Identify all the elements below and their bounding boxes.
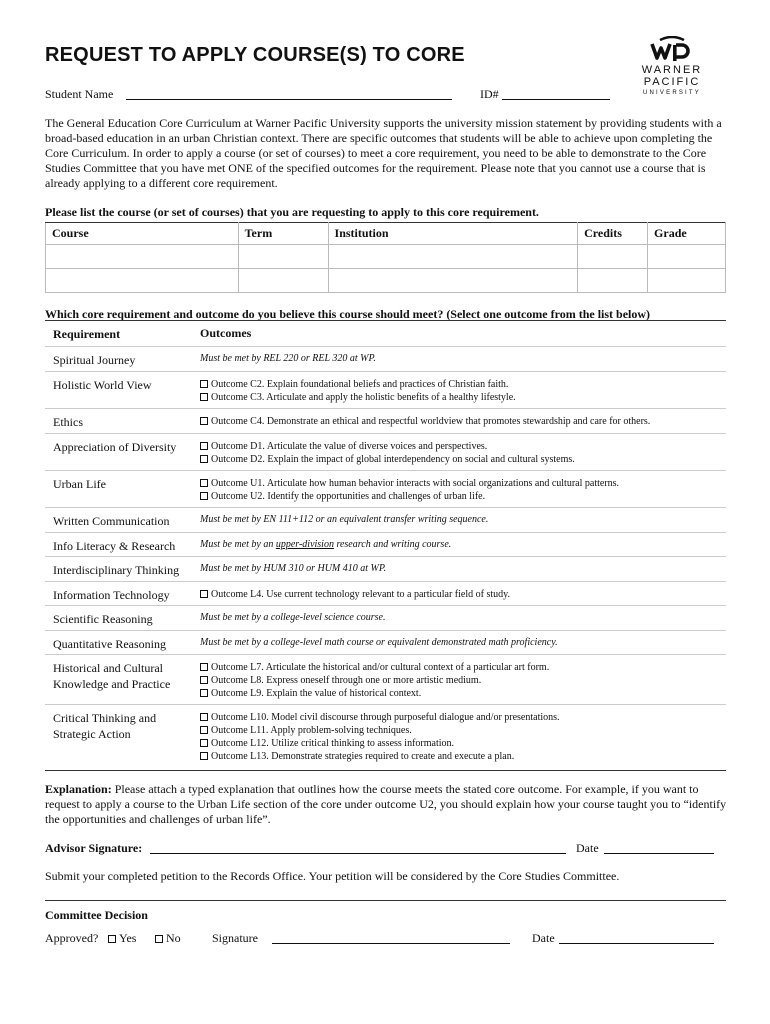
term-cell[interactable]: [238, 245, 328, 269]
checkbox-icon[interactable]: [200, 492, 208, 500]
requirement-note: Must be met by an upper-division research and writing course.: [200, 539, 452, 550]
checkbox-icon[interactable]: [200, 739, 208, 747]
col-institution: Institution: [328, 223, 578, 245]
requirement-label-line2: Strategic Action: [53, 727, 131, 741]
section-divider: [45, 770, 726, 771]
outcome-option[interactable]: Outcome L7. Articulate the historical and/or cultural context of a particular art form.: [200, 661, 549, 674]
grade-cell[interactable]: [648, 269, 726, 293]
approved-label: Approved?: [45, 931, 99, 945]
requirement-label: Info Literacy & Research: [53, 539, 176, 553]
requirement-label: Critical Thinking and: [53, 711, 157, 725]
requirement-label: Interdisciplinary Thinking: [53, 563, 180, 577]
requirement-prompt: Which core requirement and outcome do you believe this course should meet? (Select one outcome from the list below): [45, 307, 651, 321]
outcome-option[interactable]: Outcome L8. Express oneself through one or more artistic medium.: [200, 674, 481, 687]
requirement-row-written-communication: [45, 507, 726, 532]
requirement-row-spiritual-journey: [45, 346, 726, 371]
outcome-option[interactable]: Outcome C3. Articulate and apply the holistic benefits of a healthy lifestyle.: [200, 391, 516, 404]
page-title: REQUEST TO APPLY COURSE(S) TO CORE: [45, 44, 465, 66]
outcome-option[interactable]: Outcome L4. Use current technology relevant to a particular field of study.: [200, 588, 510, 601]
checkbox-icon[interactable]: [200, 676, 208, 684]
requirement-label: Quantitative Reasoning: [53, 637, 166, 651]
checkbox-icon[interactable]: [200, 590, 208, 598]
outcome-option[interactable]: Outcome D1. Articulate the value of diverse voices and perspectives.: [200, 440, 487, 453]
institution-cell[interactable]: [328, 269, 578, 293]
requirement-label: Historical and Cultural: [53, 661, 163, 675]
requirement-table-header: [45, 320, 726, 341]
checkbox-icon[interactable]: [200, 479, 208, 487]
explanation-label: Explanation:: [45, 782, 112, 796]
submit-note: Submit your completed petition to the Records Office. Your petition will be considered by the Core Studies Committee.: [45, 869, 620, 883]
requirement-label: Ethics: [53, 415, 83, 429]
requirement-note: Must be met by HUM 310 or HUM 410 at WP.: [200, 563, 387, 574]
student-name-label: Student Name: [45, 87, 114, 101]
student-name-field[interactable]: [126, 99, 452, 100]
requirement-row-ethics: [45, 408, 726, 433]
col-outcomes: Outcomes: [200, 326, 252, 340]
requirement-row-urban-life: [45, 470, 726, 507]
committee-date-label: Date: [532, 931, 555, 945]
outcome-option[interactable]: Outcome U2. Identify the opportunities and challenges of urban life.: [200, 490, 485, 503]
requirement-row-historical-cultural: [45, 654, 726, 704]
requirement-label-line2: Knowledge and Practice: [53, 677, 171, 691]
outcome-option[interactable]: Outcome C2. Explain foundational beliefs and practices of Christian faith.: [200, 378, 508, 391]
checkbox-icon[interactable]: [108, 935, 116, 943]
checkbox-icon[interactable]: [200, 726, 208, 734]
outcome-option[interactable]: Outcome L12. Utilize critical thinking to assess information.: [200, 737, 454, 750]
requirement-row-critical-thinking: [45, 704, 726, 768]
course-table: [45, 222, 726, 293]
outcome-option[interactable]: Outcome C4. Demonstrate an ethical and respectful worldview that promotes stewardship and care for others.: [200, 415, 650, 428]
col-term: Term: [238, 223, 328, 245]
advisor-signature-label: Advisor Signature:: [45, 841, 143, 855]
outcome-option[interactable]: Outcome L11. Apply problem-solving techniques.: [200, 724, 412, 737]
intro-paragraph: The General Education Core Curriculum at Warner Pacific University supports the university mission statement by providing students with a broad-based education in an urban Christian context. There are specific outcomes that students will be able to achieve upon completing the Core Curriculum. In order to apply a course (or set of courses) to meet a core requirement, you need to be able to demonstrate to the Core Studies Committee that you have met ONE of the specified outcomes for the requirement. Please note that you cannot use a course that is already applying to a different core requirement.: [45, 116, 722, 190]
checkbox-icon[interactable]: [200, 455, 208, 463]
logo-text-university: UNIVERSITY: [642, 90, 701, 96]
course-cell[interactable]: [46, 269, 239, 293]
institution-cell[interactable]: [328, 245, 578, 269]
outcome-option[interactable]: Outcome L10. Model civil discourse through purposeful dialogue and/or presentations.: [200, 711, 560, 724]
section-divider: [45, 900, 726, 901]
wp-logo-icon: [650, 36, 694, 62]
course-prompt: Please list the course (or set of courses) that you are requesting to apply to this core requirement.: [45, 205, 539, 219]
committee-signature-field[interactable]: [272, 943, 510, 944]
requirement-row-appreciation-of-diversity: [45, 433, 726, 470]
committee-signature-label: Signature: [212, 931, 258, 945]
advisor-date-label: Date: [576, 841, 599, 855]
university-logo: [636, 36, 708, 98]
requirement-label: Scientific Reasoning: [53, 612, 153, 626]
col-course: Course: [46, 223, 239, 245]
requirement-label: Appreciation of Diversity: [53, 440, 177, 454]
requirement-label: Holistic World View: [53, 378, 152, 392]
checkbox-icon[interactable]: [200, 752, 208, 760]
requirement-label: Spiritual Journey: [53, 353, 136, 367]
checkbox-icon[interactable]: [200, 417, 208, 425]
committee-date-field[interactable]: [559, 943, 714, 944]
checkbox-icon[interactable]: [200, 713, 208, 721]
outcome-option[interactable]: Outcome L13. Demonstrate strategies required to create and execute a plan.: [200, 750, 514, 763]
requirement-row-info-literacy: [45, 532, 726, 556]
credits-cell[interactable]: [578, 245, 648, 269]
requirement-note: Must be met by EN 111+112 or an equivalent transfer writing sequence.: [200, 514, 489, 525]
checkbox-icon[interactable]: [200, 380, 208, 388]
requirement-note: Must be met by REL 220 or REL 320 at WP.: [200, 353, 376, 364]
requirement-note: Must be met by a college-level science course.: [200, 612, 386, 623]
committee-title: Committee Decision: [45, 908, 148, 922]
col-grade: Grade: [648, 223, 726, 245]
outcome-option[interactable]: Outcome L9. Explain the value of historical context.: [200, 687, 421, 700]
course-table-header: [46, 223, 726, 245]
grade-cell[interactable]: [648, 245, 726, 269]
requirement-row-interdisciplinary-thinking: [45, 556, 726, 581]
explanation-paragraph: Explanation: Please attach a typed explanation that outlines how the course meets the stated core outcome. For example, if you want to request to apply a course to the Urban Life section of the core under outcome U2, you should explain how your course taught you to “identify the opportunities and challenges of urban life”.: [45, 782, 727, 826]
course-cell[interactable]: [46, 245, 239, 269]
checkbox-icon[interactable]: [200, 393, 208, 401]
requirement-row-information-technology: [45, 581, 726, 605]
requirement-note: Must be met by a college-level math course or equivalent demonstrated math proficiency.: [200, 637, 558, 648]
logo-text-pacific: PACIFIC: [643, 76, 701, 88]
checkbox-icon[interactable]: [155, 935, 163, 943]
credits-cell[interactable]: [578, 269, 648, 293]
advisor-date-field[interactable]: [604, 853, 714, 854]
advisor-signature-field[interactable]: [150, 853, 566, 854]
student-id-field[interactable]: [502, 99, 610, 100]
student-id-label: ID#: [480, 87, 499, 101]
requirement-label: Information Technology: [53, 588, 170, 602]
requirement-row-scientific-reasoning: [45, 605, 726, 630]
logo-text-warner: WARNER: [641, 64, 703, 76]
checkbox-icon[interactable]: [200, 442, 208, 450]
col-credits: Credits: [578, 223, 648, 245]
requirement-row-quantitative-reasoning: [45, 630, 726, 654]
requirement-label: Urban Life: [53, 477, 106, 491]
approved-yes-option[interactable]: Yes: [108, 931, 136, 946]
requirement-row-holistic-world-view: [45, 371, 726, 408]
col-requirement: Requirement: [53, 327, 121, 341]
requirement-label: Written Communication: [53, 514, 170, 528]
term-cell[interactable]: [238, 269, 328, 293]
table-row: [46, 269, 726, 293]
checkbox-icon[interactable]: [200, 689, 208, 697]
approved-no-option[interactable]: No: [155, 931, 181, 946]
checkbox-icon[interactable]: [200, 663, 208, 671]
outcome-option[interactable]: Outcome D2. Explain the impact of global interdependency on social and cultural systems.: [200, 453, 575, 466]
table-row: [46, 245, 726, 269]
outcome-option[interactable]: Outcome U1. Articulate how human behavior interacts with social organizations and cultural patterns.: [200, 477, 619, 490]
